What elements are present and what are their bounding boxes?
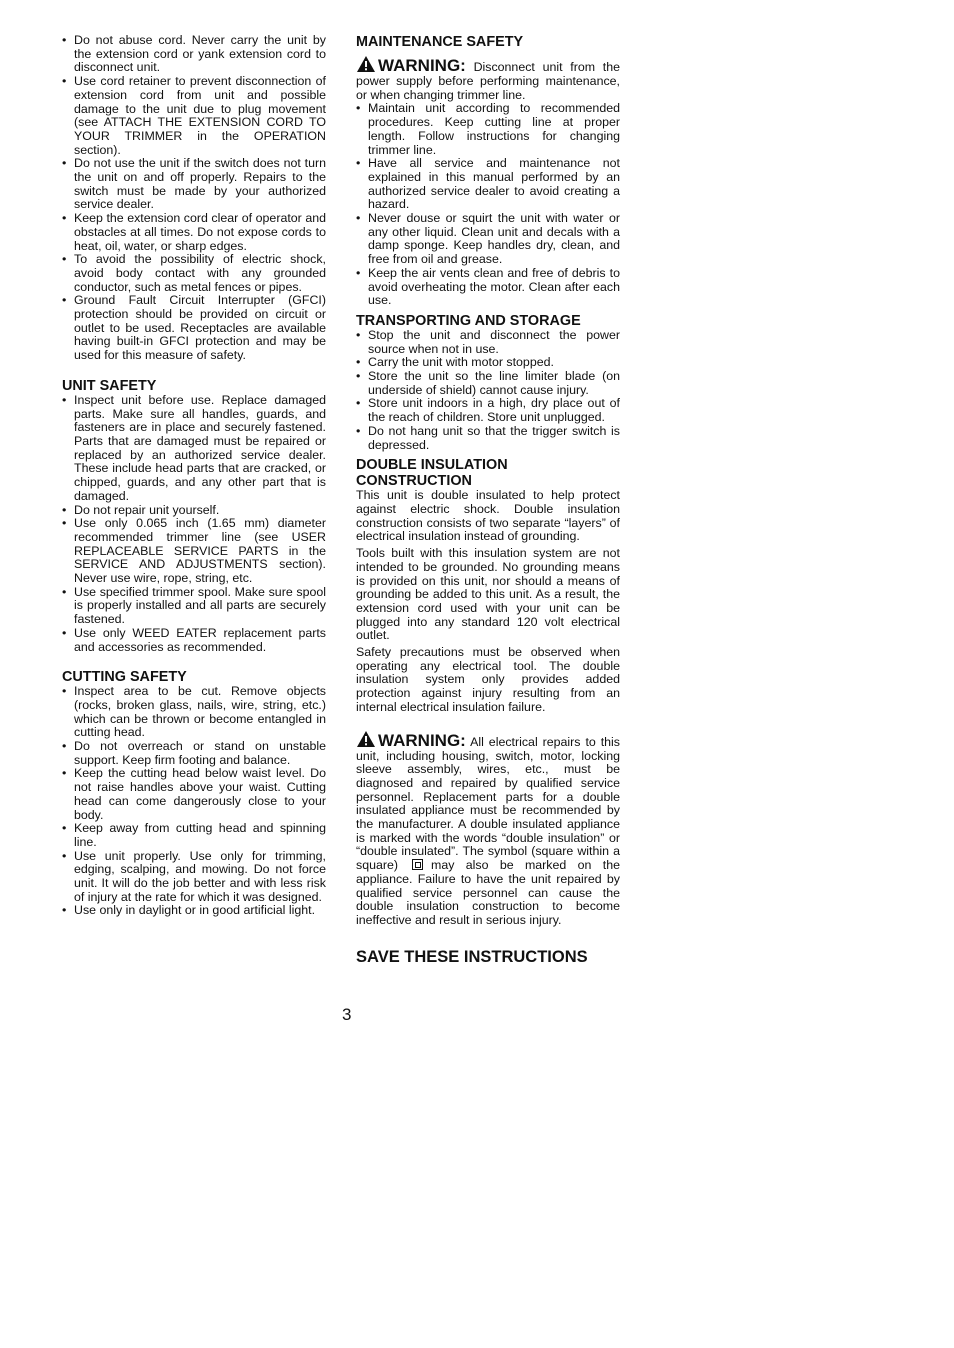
maintenance-safety-list xyxy=(356,102,620,308)
list-item: • Stop the unit and disconnect the power source when not in use. xyxy=(356,329,620,356)
warning-text: All electrical repairs to this unit, including housing, switch, motor, locking sleeve assembly, wires, etc., must be diagnosed and repaired by qualified service personnel. Replacement parts for a double insulated appliance must be recommended by the manufacturer. A double insulated appliance is marked with the words “double insulation” or “double insulated”. The symbol (square within a square) xyxy=(356,734,621,873)
list-item: • To avoid the possibility of electric shock, avoid body contact with any grounded conductor, such as metal fences or pipes. xyxy=(62,253,326,294)
list-item: • Keep away from cutting head and spinning line. xyxy=(62,822,326,849)
list-item: • Do not use the unit if the switch does not turn the unit on and off properly. Repairs to the switch must be made by your authorized service dealer. xyxy=(62,157,326,212)
left-column xyxy=(62,34,326,918)
list-item: • Ground Fault Circuit Interrupter (GFCI) protection should be provided on circuit or outlet to be used. Receptacles are available having built-in GFCI protection and may be used for this measure of safety. xyxy=(62,294,326,363)
page-number: 3 xyxy=(342,1005,352,1024)
list-item: • Inspect unit before use. Replace damaged parts. Make sure all handles, guards, and fasteners are in place and securely fastened. Parts that are damaged must be repaired or replaced by an authorized service dealer. These include head parts that are cracked, or chipped, guards, and any other part that is damaged. xyxy=(62,394,326,504)
unit-safety-heading: UNIT SAFETY xyxy=(62,377,157,394)
list-item: • Use only in daylight or in good artificial light. xyxy=(62,904,326,918)
list-item: • Have all service and maintenance not explained in this manual performed by an authorized service dealer to avoid creating a hazard. xyxy=(356,157,620,212)
list-item: • Maintain unit according to recommended procedures. Keep cutting line at proper length. Follow instructions for changing trimmer line. xyxy=(356,102,620,157)
double-insulation-paragraph: Tools built with this insulation system are not intended to be grounded. No grounding means is provided on this unit, nor should a means of grounding be added to this unit. As a result, the extension cord used with your unit can be plugged into any standard 120 volt electrical outlet. xyxy=(356,546,620,643)
unit-safety-list xyxy=(62,394,326,654)
maintenance-warning xyxy=(356,55,620,102)
list-item: • Do not abuse cord. Never carry the unit by the extension cord or yank extension cord to disconnect unit. xyxy=(62,34,326,75)
list-item: • Use cord retainer to prevent disconnection of extension cord from unit and possible damage to the unit due to plug movement (see ATTACH THE EXTENSION CORD TO YOUR TRIMMER in the OPERATION section). xyxy=(62,75,326,157)
cutting-safety-list xyxy=(62,685,326,918)
list-item: • Never douse or squirt the unit with water or any other liquid. Clean unit and decals with a damp sponge. Keep handles dry, clean, and free from oil and grease. xyxy=(356,212,620,267)
double-insulation-heading xyxy=(356,457,620,489)
list-item: • Inspect area to be cut. Remove objects (rocks, broken glass, nails, wire, string, etc.) which can be thrown or become entangled in cutting head. xyxy=(62,685,326,740)
transporting-storage-list xyxy=(356,329,620,452)
list-item: • Store the unit so the line limiter blade (on underside of shield) cannot cause injury. xyxy=(356,370,620,397)
list-item: • Do not repair unit yourself. xyxy=(62,504,326,518)
list-item: • Do not overreach or stand on unstable support. Keep firm footing and balance. xyxy=(62,740,326,767)
list-item: • Carry the unit with motor stopped. xyxy=(356,356,620,370)
warning-text-continued: may also be marked on the appliance. Failure to have the unit repaired by qualified service personnel can cause the double insulation construction to become ineffective and result in serious injury. xyxy=(356,858,620,927)
list-item: • Use only WEED EATER replacement parts and accessories as recommended. xyxy=(62,627,326,654)
right-column xyxy=(356,34,620,966)
list-item: • Do not hang unit so that the trigger switch is depressed. xyxy=(356,425,620,452)
list-item: • Keep the air vents clean and free of debris to avoid overheating the motor. Clean after each use. xyxy=(356,267,620,308)
double-insulation-paragraph: Safety precautions must be observed when operating any electrical tool. The double insulation system only provides added protection against injury resulting from an internal electrical insulation failure. xyxy=(356,645,620,714)
warning-text: Disconnect unit from the power supply before performing maintenance, or when changing trimmer line. xyxy=(356,60,620,102)
list-item: • Use unit properly. Use only for trimming, edging, scalping, and mowing. Do not force unit. It will do the job better and with less risk of injury at the rate for which it was designed. xyxy=(62,850,326,905)
save-instructions-heading: SAVE THESE INSTRUCTIONS xyxy=(356,947,588,966)
double-insulation-icon xyxy=(412,859,423,870)
maintenance-safety-heading: MAINTENANCE SAFETY xyxy=(356,34,524,50)
heading-line-2: CONSTRUCTION xyxy=(356,473,472,490)
list-item: • Store unit indoors in a high, dry place out of the reach of children. Store unit unplugged. xyxy=(356,397,620,424)
intro-safety-list xyxy=(62,34,326,363)
list-item: • Keep the extension cord clear of operator and obstacles at all times. Do not expose cords to heat, oil, water, or sharp edges. xyxy=(62,212,326,253)
list-item: • Keep the cutting head below waist level. Do not raise handles above your waist. Cutting head can come dangerously close to your body. xyxy=(62,767,326,822)
double-insulation-paragraph: This unit is double insulated to help protect against electric shock. Double insulation construction consists of two separate “layers” of electrical insulation instead of grounding. xyxy=(356,488,620,544)
warning-label: WARNING: xyxy=(378,56,466,75)
warning-triangle-icon xyxy=(356,730,376,748)
transporting-storage-heading: TRANSPORTING AND STORAGE xyxy=(356,312,581,329)
warning-label: WARNING: xyxy=(378,730,466,750)
warning-triangle-icon xyxy=(356,55,376,73)
electrical-repair-warning xyxy=(356,730,620,928)
list-item: • Use specified trimmer spool. Make sure spool is properly installed and all parts are securely fastened. xyxy=(62,586,326,627)
cutting-safety-heading: CUTTING SAFETY xyxy=(62,669,187,686)
list-item: • Use only 0.065 inch (1.65 mm) diameter recommended trimmer line (see USER REPLACEABLE SERVICE PARTS in the SERVICE AND ADJUSTMENTS section). Never use wire, rope, string, etc. xyxy=(62,517,326,586)
heading-line-1: DOUBLE INSULATION xyxy=(356,457,508,474)
